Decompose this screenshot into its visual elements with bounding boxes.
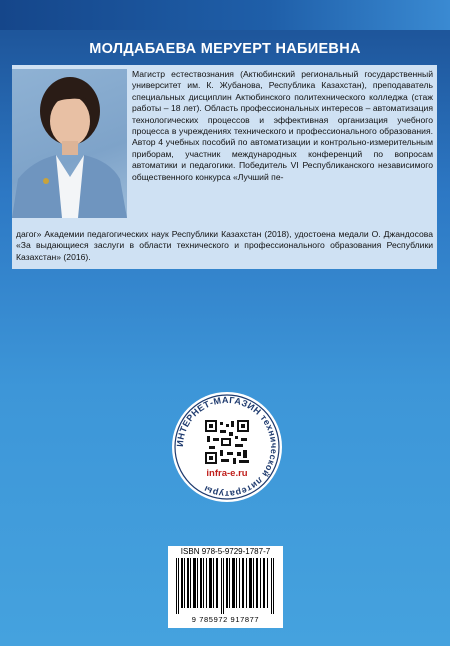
author-name: МОЛДАБАЕВА МЕРУЕРТ НАБИЕВНА [89, 41, 361, 57]
author-photo [12, 69, 127, 218]
store-stamp [172, 392, 282, 502]
top-band [0, 0, 450, 30]
barcode-bars [176, 558, 275, 614]
barcode-number: 9 785972 917877 [191, 615, 260, 624]
bio-text: Магистр естествознания (Актюбинский региональный государственный университет им. К. Жубанова, Республика Казахстан), преподаватель специальных дисциплин Актюбинского политехнического колледжа (стаж работы – 18 лет). Область профессиональных интересов – автоматизация технологических процессов и эффективная организация учебного процесса в учреждениях технического и профессионального образования. Автор 4 учебных пособий по автоматизации и контрольно-измерительным приборам, участник международных конференций по вопросам автоматики и педагогики. Победитель VI Республиканского независимого общественного конкурса «Лучший пе- [132, 69, 433, 182]
barcode [168, 546, 283, 628]
stamp-ring-text: ИНТЕРНЕТ-МАГАЗИН технической литературы [174, 394, 280, 500]
isbn-label: ISBN 978-5-9729-1787-7 [180, 547, 271, 556]
qr-code-icon [205, 420, 249, 464]
stamp-url: infra-e.ru [206, 468, 248, 479]
bio-text-continued: дагог» Академии педагогических наук Республики Казахстан (2018), удостоена медали О. Джандосова «За выдающиеся заслуги в области технического и профессионального образования Республики Казахстан» (2016). [16, 229, 433, 262]
